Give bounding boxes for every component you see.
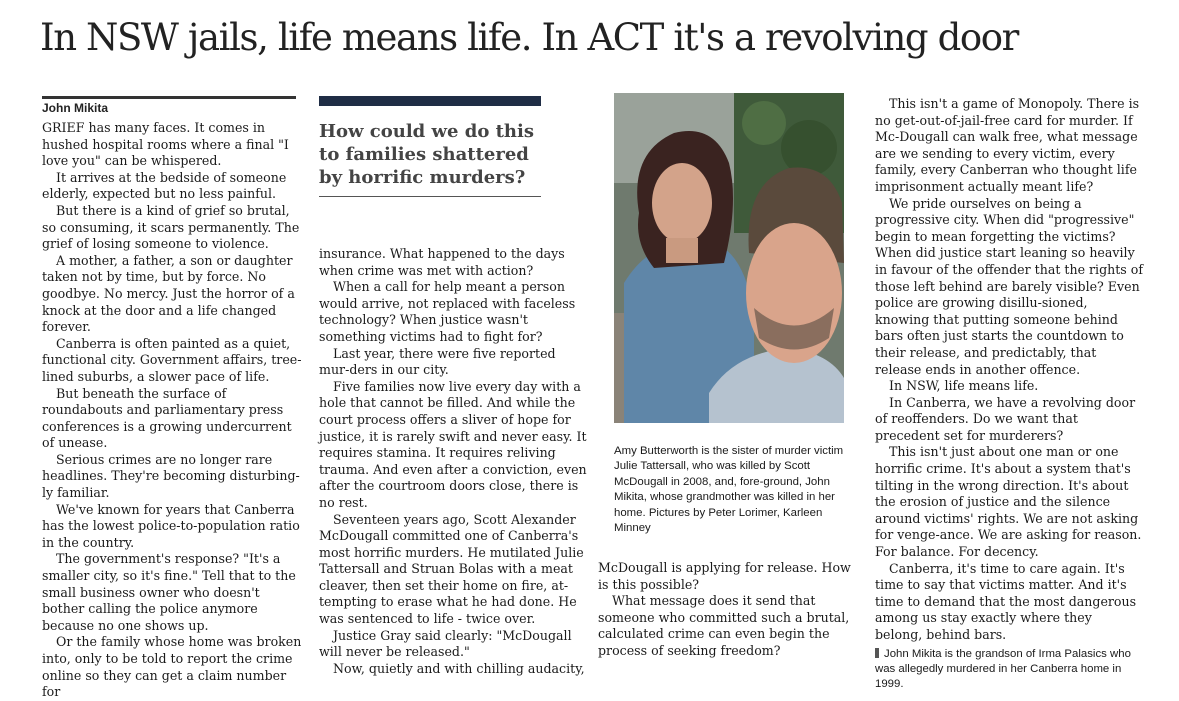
paragraph: Serious crimes are no longer rare headlines. They're becoming disturbing-ly familiar. (42, 451, 300, 501)
paragraph: Canberra is often painted as a quiet, functional city. Government affairs, tree-lined suburbs, a slower pace of life. (42, 335, 302, 384)
column-2 (319, 246, 587, 677)
paragraph: Five families now live every day with a hole that cannot be filled. And while the court process offers a sliver of hope for justice, it is rarely swift and never easy. It requires stamina. It requires reliving trauma. And even after a conviction, even after the courtroom doors close, there is no rest. (319, 378, 587, 510)
paragraph: Seventeen years ago, Scott Alexander McDougall committed one of Canberra's most horrific murders. He mutilated Julie Tattersall and Struan Bolas with a meat cleaver, then set their home on fire, at-tempting to erase what he had done. He was sentenced to life - twice over. (319, 511, 584, 627)
column-4 (875, 96, 1143, 692)
author-note (875, 647, 1143, 693)
paragraph: Last year, there were five reported mur-ders in our city. (319, 345, 556, 378)
pull-quote-rule (319, 196, 541, 197)
byline-rule (42, 96, 296, 99)
paragraph: GRIEF has many faces. It comes in hushed hospital rooms where a final "I love you" can be whispered. (42, 120, 289, 169)
photo-illustration (614, 93, 844, 423)
byline: John Mikita (42, 101, 109, 115)
column-3 (598, 560, 856, 660)
paragraph: We pride ourselves on being a progressive city. When did "progressive" begin to mean forgetting the victims? When did justice start leaning so heavily in favour of the offender that the rights of those left behind are barely visible? Even police are growing disillu-sioned, knowing that putting someone behind bars often just starts the countdown to their release, and predictably, that release ends in another offence. (875, 195, 1144, 377)
paragraph: This isn't a game of Monopoly. There is no get-out-of-jail-free card for murder. If Mc-Dougall can walk free, what message are we sending to every victim, every family, every Canberran who thought life imprisonment actually meant life? (875, 96, 1140, 194)
paragraph: It arrives at the bedside of someone elderly, expected but no less painful. (42, 169, 287, 202)
paragraph: McDougall is applying for release. How is this possible? (598, 560, 851, 592)
paragraph: Now, quietly and with chilling audacity, (333, 660, 585, 676)
paragraph: When a call for help meant a person would arrive, not replaced with faceless technology? When justice wasn't something victims had to fight for? (319, 279, 576, 344)
paragraph: Justice Gray said clearly: "McDougall will never be released." (319, 627, 572, 660)
photo-caption: Amy Butterworth is the sister of murder victim Julie Tattersall, who was killed by Scott McDougall in 2008, and, fore-ground, John Mikita, whose grandmother was killed in her home. Pictures by Peter Lorimer, Karleen Minney (614, 445, 844, 535)
paragraph: Canberra, it's time to care again. It's time to say that victims matter. And it's time to demand that the most dangerous among us stay exactly where they belong, behind bars. (875, 560, 1137, 642)
pull-quote: How could we do this to families shattered by horrific murders? (319, 121, 534, 188)
paragraph: This isn't just about one man or one horrific crime. It's about a system that's tilting in the wrong direction. It's about the erosion of justice and the silence around victims' rights. We are not asking for venge-ance. We are asking for reason. For balance. For decency. (875, 444, 1142, 560)
headline: In NSW jails, life means life. In ACT it's a revolving door (40, 16, 1018, 59)
paragraph: In Canberra, we have a revolving door of reoffenders. Do we want that precedent set for murderers? (875, 394, 1136, 443)
paragraph: A mother, a father, a son or daughter taken not by time, but by force. No goodbye. No mercy. Just the horror of a knock at the door and a life changed forever. (42, 252, 295, 335)
paragraph: What message does it send that someone who committed such a brutal, calculated crime can even begin the process of seeking freedom? (598, 593, 850, 658)
column-1 (42, 120, 306, 701)
author-note-marker (875, 648, 879, 658)
pull-quote-bar (319, 96, 541, 106)
paragraph: insurance. What happened to the days when crime was met with action? (319, 246, 565, 278)
paragraph: In NSW, life means life. (889, 378, 1039, 394)
author-note-text: John Mikita is the grandson of Irma Palasics who was allegedly murdered in her Canberra home in 1999. (875, 647, 1131, 691)
paragraph: But there is a kind of grief so brutal, so consuming, it scars permanently. The grief of losing someone to violence. (42, 202, 300, 252)
paragraph: We've known for years that Canberra has the lowest police-to-population ratio in the country. (42, 501, 300, 550)
paragraph: The government's response? "It's a smaller city, so it's fine." Tell that to the small business owner who doesn't bother calling the police anymore because no one shows up. (42, 551, 296, 633)
paragraph: Or the family whose home was broken into, only to be told to report the crime online so they can get a claim number for (42, 634, 302, 700)
article-photo (614, 93, 844, 423)
paragraph: But beneath the surface of roundabouts and parliamentary press conferences is a growing undercurrent of unease. (42, 385, 292, 451)
